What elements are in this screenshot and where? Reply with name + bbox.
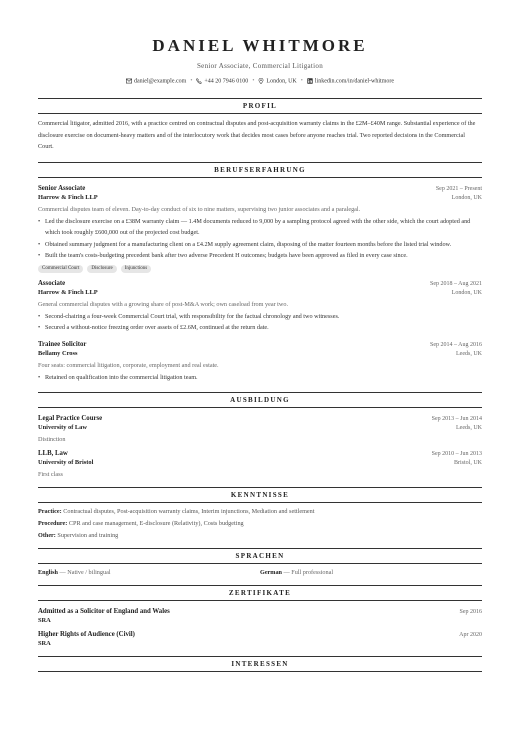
education-location: Leeds, UK xyxy=(456,425,482,432)
location-pin-icon xyxy=(258,78,264,84)
certificate-issuer: SRA xyxy=(38,617,51,625)
certificate-date: Sep 2016 xyxy=(459,609,482,616)
contact-separator: • xyxy=(300,78,303,85)
candidate-name: DANIEL WHITMORE xyxy=(152,36,368,55)
email-icon xyxy=(126,78,132,84)
language-name: English xyxy=(38,569,58,577)
institution-name: University of Law xyxy=(38,424,87,432)
job-description: General commercial disputes with a growing share of post-M&A work; own caseload from year two. xyxy=(38,300,289,308)
language-list xyxy=(38,569,482,576)
education-result: Distinction xyxy=(38,436,66,444)
job-dates: Sep 2021 – Present xyxy=(435,185,482,192)
achievement-list xyxy=(38,311,482,334)
education-entry xyxy=(38,415,482,443)
achievement-item: • Obtained summary judgment for a manufacturing client on a £4.2M supply agreement claim, disposing of the matter fourteen months before the listed trial window. xyxy=(38,239,482,251)
employer-name: Bellamy Cross xyxy=(38,349,78,357)
job-description: Commercial disputes team of eleven. Day-to-day conduct of six to nine matters, supervising two junior associates and a paralegal. xyxy=(38,205,361,213)
contact-phone[interactable]: +44 20 7946 0100 xyxy=(196,78,248,84)
tag-list xyxy=(38,265,482,273)
achievement-list xyxy=(38,372,482,384)
achievement-item: • Built the team's costs-budgeting precedent bank after two adverse Precedent H outcomes; budgets have been approved as filed in every case since. xyxy=(38,250,482,262)
language-name: German xyxy=(260,569,282,577)
job-title: Associate xyxy=(38,279,66,287)
achievement-item: • Led the disclosure exercise on a £38M warranty claim — 1.4M documents reduced to 9,000 by a sampling protocol agreed with the other side, which the court adopted and which took roughly £600,000 out of the projected cost budget. xyxy=(38,216,482,239)
job-location: Leeds, UK xyxy=(456,350,482,357)
candidate-subtitle: Senior Associate, Commercial Litigation xyxy=(196,62,323,70)
section-heading-skills: KENNTNISSE xyxy=(38,487,482,503)
degree-title: LLB, Law xyxy=(38,450,68,458)
profile-summary: Commercial litigator, admitted 2016, with a practice centred on contractual disputes and post-acquisition warranty claims in the £2M–£40M range. Substantial experience of the disclosure exercise on document-heavy matters and of the interlocutory work that decides most cases before anyone reaches trial. Two reported decisions in the Commercial Court. xyxy=(38,120,476,151)
skill-label: Practice: xyxy=(38,508,62,516)
education-dates: Sep 2010 – Jun 2013 xyxy=(431,451,482,458)
language-item xyxy=(260,569,482,576)
skill-tag: Disclosure xyxy=(87,265,116,273)
section-heading-interests: INTERESSEN xyxy=(38,656,482,672)
section-heading-certificates: ZERTIFIKATE xyxy=(38,585,482,601)
employer-name: Harrow & Finch LLP xyxy=(38,193,98,201)
certificate-issuer: SRA xyxy=(38,640,51,648)
linkedin-icon xyxy=(307,78,313,84)
job-location: London, UK xyxy=(451,289,482,296)
job-title: Senior Associate xyxy=(38,184,86,192)
contact-separator: • xyxy=(252,78,255,85)
job-dates: Sep 2014 – Aug 2016 xyxy=(429,341,482,348)
experience-entry xyxy=(38,341,482,384)
skill-value: CPR and case management, E-disclosure (Relativity), Costs budgeting xyxy=(68,520,244,528)
skill-row xyxy=(38,532,482,539)
section-heading-profile: PROFIL xyxy=(38,98,482,114)
employer-name: Harrow & Finch LLP xyxy=(38,288,98,296)
job-description: Four seats: commercial litigation, corporate, employment and real estate. xyxy=(38,361,219,369)
phone-icon xyxy=(196,78,202,84)
job-title: Trainee Solicitor xyxy=(38,340,87,348)
contact-email[interactable]: daniel@example.com xyxy=(126,78,186,84)
education-dates: Sep 2013 – Jun 2014 xyxy=(431,416,482,423)
job-location: London, UK xyxy=(451,194,482,201)
experience-entry xyxy=(38,185,482,273)
contact-location: London, UK xyxy=(258,78,296,84)
achievement-item: • Second-chairing a four-week Commercial Court trial, with responsibility for the factual chronology and two witnesses. xyxy=(38,311,482,323)
education-location: Bristol, UK xyxy=(453,460,482,467)
achievement-item: • Retained on qualification into the commercial litigation team. xyxy=(38,372,482,384)
achievement-item: • Secured a without-notice freezing order over assets of £2.6M, continued at the return date. xyxy=(38,322,482,334)
language-item xyxy=(38,569,260,576)
contact-linkedin[interactable]: linkedin.com/in/daniel-whitmore xyxy=(307,78,394,84)
skill-value: Supervision and training xyxy=(57,532,119,540)
skill-row xyxy=(38,508,482,515)
experience-entry xyxy=(38,280,482,334)
certificate-date: Apr 2020 xyxy=(459,632,482,639)
skill-value: Contractual disputes, Post-acquisition warranty claims, Interim injunctions, Mediation and settlement xyxy=(63,508,315,516)
section-heading-languages: SPRACHEN xyxy=(38,548,482,564)
section-heading-education: AUSBILDUNG xyxy=(38,392,482,408)
achievement-list xyxy=(38,216,482,262)
certificate-entry xyxy=(38,608,482,624)
degree-title: Legal Practice Course xyxy=(38,415,103,423)
education-entry xyxy=(38,450,482,478)
certificate-title: Admitted as a Solicitor of England and Wales xyxy=(38,608,170,616)
education-result: First class xyxy=(38,471,63,479)
certificate-title: Higher Rights of Audience (Civil) xyxy=(38,631,135,639)
language-level: — Native / bilingual xyxy=(59,569,111,577)
skill-tag: Injunctions xyxy=(121,265,152,273)
skill-label: Procedure: xyxy=(38,520,68,528)
contact-separator: • xyxy=(190,78,193,85)
skill-tag: Commercial Court xyxy=(38,265,83,273)
language-level: — Full professional xyxy=(283,569,334,577)
skill-row xyxy=(38,520,482,527)
skill-label: Other: xyxy=(38,532,56,540)
certificate-entry xyxy=(38,631,482,647)
job-dates: Sep 2018 – Aug 2021 xyxy=(429,280,482,287)
section-heading-experience: BERUFSERFAHRUNG xyxy=(38,162,482,178)
contact-bar xyxy=(38,78,482,84)
institution-name: University of Bristol xyxy=(38,459,94,467)
